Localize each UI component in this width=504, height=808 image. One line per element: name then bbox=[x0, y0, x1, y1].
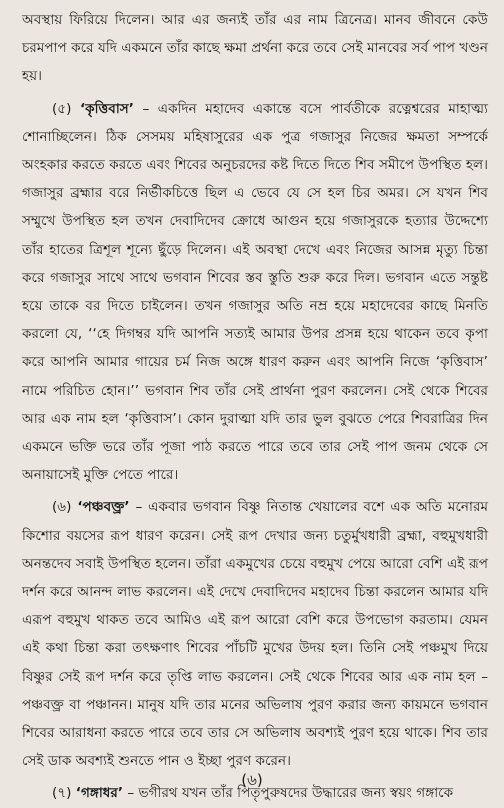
page-number: (৬) bbox=[241, 771, 263, 789]
paragraph-text: অবস্থায় ফিরিয়ে দিলেন। আর এর জন্যই তাঁর এর নাম ত্রিনেত্র। মানব জীবনে কেউ চরমপাপ করে যদি একমনে তাঁর কাছে ক্ষমা প্রর্থনা করে তবে সেই মানবের সর্ব পাপ খণ্ডন হয়। bbox=[22, 12, 488, 85]
paragraph-text: – ভগীরথ যখন তাঁর পিতৃপুরুষদের উদ্ধারের জন্য স্বয়ং গঙ্গাকে bbox=[123, 785, 454, 802]
paragraph-krittibas bbox=[22, 95, 488, 490]
item-term: ‘গঙ্গাধর’ bbox=[75, 785, 124, 802]
paragraph-panchabaktra bbox=[22, 493, 488, 775]
paragraph-continuation bbox=[22, 6, 488, 91]
paragraph-text: – একদিন মহাদেব একান্তে বসে পার্বতীকে রত্নেশ্বরের মাহাত্ম্য শোনাচ্ছিলেন। ঠিক সেসময় মহিষাসুরের এক পুত্র গজাসুর নিজের ক্ষমতা সম্পর্কে অংহকার করতে করতে এবং শিবের অনুচরদের কষ্ট দিতে দিতে শিব সমীপে উপস্থিত হল। গজাসুর ব্রহ্মার বরে নির্ভীকচিত্তে ছিল এ ভেবে যে সে হল চির অমর। সে যখন শিব সম্মুখে উপস্থিত হল তখন দেবাদিদেব ক্রোধে আগুন হয়ে গজাসুরকে হত্যার উদ্দেশ্যে তাঁর হাতের ত্রিশূল শূন্যে ছুঁড়ে দিলেন। এই অবস্থা দেখে এবং নিজের আসন্ন মৃত্যু চিন্তা করে গজাসুর সাথে সাথে ভগবান শিবের স্তব স্তুতি শুরু করে দিল। ভগবান এতে সন্তুষ্ট হয়ে তাকে বর দিতে চাইলেন। তখন গজাসুর অতি নম্র হয়ে মহাদেবের কাছে মিনতি করলো যে, ‘‘হে দিগম্বর যদি আপনি সত্যই আমার উপর প্রসন্ন হয়ে থাকেন তবে কৃপা করে আপনি আমার গায়ের চর্ম নিজ অঙ্গে ধারণ করুন এবং আপনি নিজে ‘কৃত্তিবাস’ নামে পরিচিত হোন।’’ ভগবান শিব তাঁর সেই প্রার্থনা পুরণ করলেন। সেই থেকে শিবের আর এক নাম হল ‘কৃত্তিবাস’। কোন দুরাত্মা যদি তার ভুল বুঝতে পেরে শিবরাত্রির দিন একমনে ভক্তি ভরে তাঁর পূজা পাঠ করতে পারে তবে তার সেই পাপ জনম থেকে সে অনায়াসেই মুক্তি পেতে পারে। bbox=[22, 100, 488, 484]
item-term: ‘পঞ্চবক্ত্র’ bbox=[77, 499, 130, 516]
item-term: ‘কৃত্তিবাস’ bbox=[79, 100, 134, 117]
paragraph-text: – একবার ভগবান বিষ্ণু নিতান্ত খেয়ালের বশে এক অতি মনোরম কিশোর বয়সের রূপ ধারণ করেন। সেই রূপ দেখার জন্য চতুর্মুখধারী ব্রহ্মা, বহুমুখধারী অনন্তদেব সবাই উপস্থিত হলেন। তাঁরা একমুখের চেয়ে বহুমুখ পেয়ে আরো বেশি এই রূপ দর্শন করে আনন্দ লাভ করলেন। এই দেখে দেবাদিদেব মহাদেব চিন্তা করলেন আমার যদি এরূপ বহুমুখ থাকত তবে আমিও এই রূপ আরো বেশি করে উপভোগ করতাম। যেমন এই কথা চিন্তা করা তৎক্ষণাৎ শিবের পাঁচটি মুখের উদয় হল। তিনি সেই পঞ্চমুখ দিয়ে বিষ্ণুর সেই রূপ দর্শন করে তৃপ্তি লাভ করলেন। সেই থেকে শিবের আর এক নাম হল – পঞ্চবক্ত্র বা পঞ্চানন। মানুষ যদি তার মনের অভিলাষ পুরণ করার জন্য কায়মনে ভগবান শিবের আরাধনা করতে পারে তবে তার সে অভিলাষ অবশ্যই পুরণ হয়ে থাকে। শিব তার সেই ডাক অবশ্যই শুনতে পান ও ইচ্ছা পুরণ করেন। bbox=[22, 499, 488, 770]
item-number: (৫) bbox=[52, 100, 72, 117]
item-number: (৭) bbox=[52, 785, 72, 802]
item-number: (৬) bbox=[52, 499, 72, 516]
